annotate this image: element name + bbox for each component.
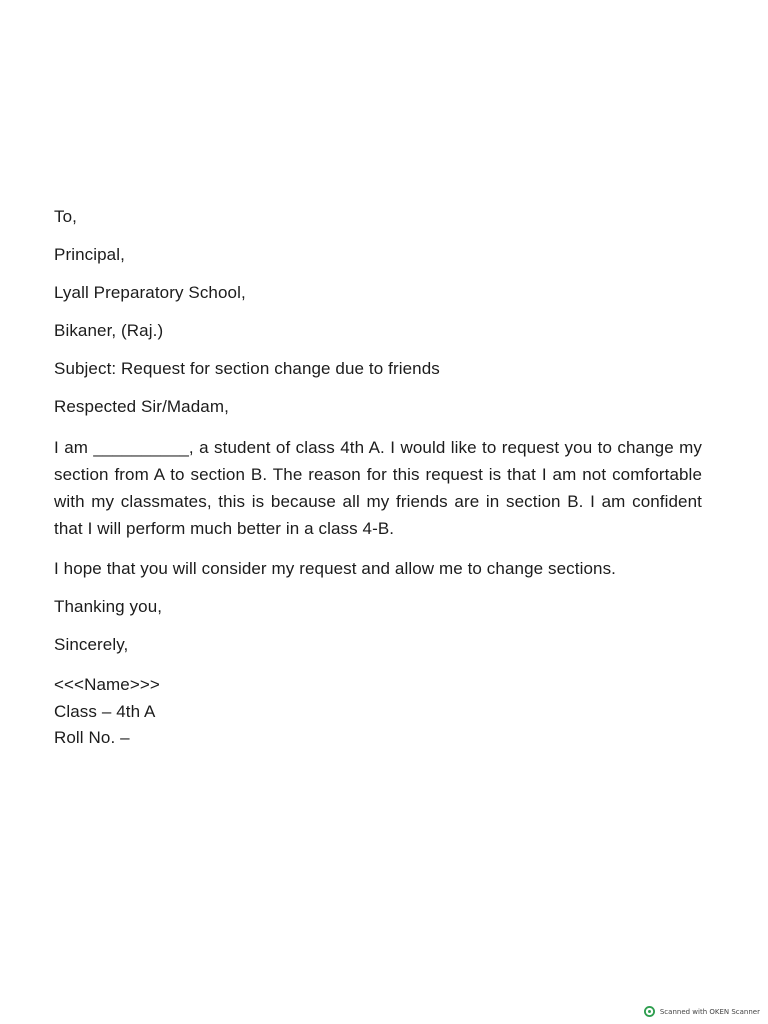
school-city: Bikaner, (Raj.) — [54, 321, 164, 340]
address-to: To, — [54, 207, 77, 226]
scanner-watermark — [644, 1006, 760, 1017]
sign-off: Sincerely, — [54, 635, 129, 654]
thanks-line: Thanking you, — [54, 597, 163, 616]
letter-subject: Subject: Request for section change due to friends — [54, 359, 440, 378]
letter-document — [54, 206, 702, 752]
body-paragraph: I am __________, a student of class 4th A. I would like to request you to change my section from A to section B. The reason for this request is that I am not comfortable with my classmates, this is because all my friends are in section B. I am confident that I will perform much better in a class 4-B. — [54, 438, 702, 538]
scanner-watermark-text: Scanned with OKEN Scanner — [659, 1007, 760, 1016]
scanner-logo-icon — [644, 1006, 655, 1017]
school-name: Lyall Preparatory School, — [54, 283, 246, 302]
closing-paragraph: I hope that you will consider my request and allow me to change sections. — [54, 559, 616, 578]
recipient-title: Principal, — [54, 245, 125, 264]
class-line: Class – 4th A — [54, 701, 156, 721]
roll-number-line: Roll No. – — [54, 728, 130, 747]
salutation: Respected Sir/Madam, — [54, 397, 229, 416]
name-placeholder: <<<Name>>> — [54, 675, 160, 694]
signature-block — [54, 672, 702, 752]
